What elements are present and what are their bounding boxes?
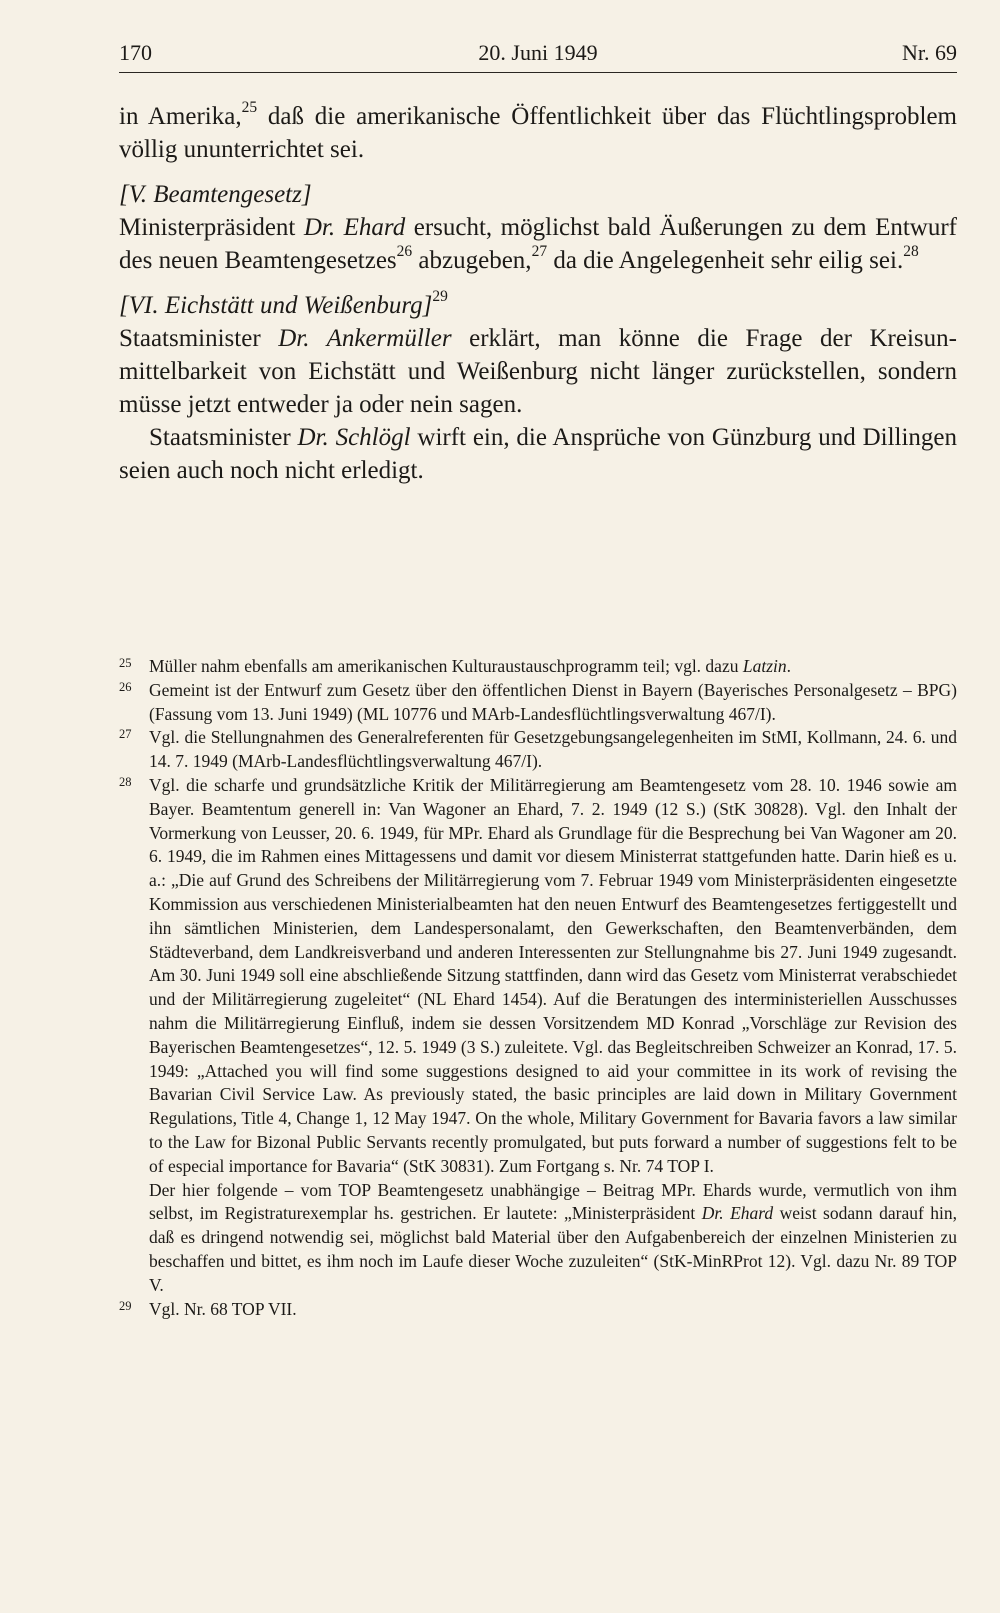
person-name: Dr. Ehard: [701, 1203, 774, 1224]
text-run: .: [786, 656, 792, 676]
text-run: wirft ein, die Ansprüche von Günzburg und Dillingen seien auch noch nicht erledigt.: [119, 424, 957, 484]
footnote-number: 29: [119, 1298, 132, 1313]
author-name: Latzin: [742, 656, 787, 676]
footnote-ref-29: 29: [432, 288, 448, 306]
footnote-ref-28: 28: [903, 243, 919, 261]
footnote-text: [149, 774, 957, 1298]
footnote-number: 28: [119, 774, 132, 789]
text-run: da die Angelegenheit sehr eilig sei.: [547, 247, 904, 274]
text-run: Vgl. die scharfe und grundsätzliche Kritik der Militärregierung am Beamtengesetz vom 28. 10. 1946 sowie am Bayer. Beamtentum generell in: Van Wagoner an Ehard, 7. 2. 1949 (12 S.) (StK 30828). Vgl. den Inhalt der Vormerkung von Leusser, 20. 6. 1949, für MPr. Ehard als Grundlage für die Besprechung bei Van Wagoner am 20. 6. 1949, die im Rahmen eines Mittagessens und damit vor diesem Ministerrat stattgefunden hatte. Darin hieß es u. a.: „Die auf Grund des Schreibens der Militärregierung vom 7. Februar 1949 vom Ministerpräsidenten eingesetzte Kommission aus verschiedenen Ministerialbeamten hat den neuen Entwurf des Beamtengesetzes fertiggestellt und ihn sämtlichen Ministerien, dem Landespersonalamt, den Gewerkschaften, den Beamtenverbänden, dem Städteverband, dem Landkreisverband und anderen Interessenten zur Stellungnahme bis 27. Juni 1949 zugesandt. Am 30. Juni 1949 soll eine abschließende Sitzung stattfinden, dann wird das Gesetz vom Ministerrat verabschiedet und der Militärregierung zugeleitet“ (NL Ehard 1454). Auf die Beratungen des interministeriellen Ausschusses nahm die Militärregierung Einfluß, indem sie dessen Vorsitzendem MD Konrad „Vorschläge zur Revision des Bayerischen Beamtengesetzes“, 12. 5. 1949 (3 S.) zuleitete. Vgl. das Begleitschreiben Schweizer an Konrad, 17. 5. 1949: „Attached you will find some suggestions designed to aid your committee in its work of revising the Bavarian Civil Service Law. As previously stated, the basic principles are laid down in Military Government Regulations, Title 4, Change 1, 12 May 1947. On the whole, Military Government for Bavaria favors a law similar to the Law for Bizonal Public Servants recently promulgated, but puts forward a number of suggestions felt to be of especial importance for Bavaria“ (StK 30831). Zum Fortgang s. Nr. 74 TOP I.: [149, 774, 957, 1176]
paragraph-ankermueller: [119, 322, 957, 421]
text-run: ersucht, möglichst bald Äußerungen zu dem Entwurf des neuen Beamtengesetzes: [119, 214, 957, 274]
section-heading-beamtengesetz: [V. Beamtengesetz]: [119, 181, 312, 208]
running-header: [119, 40, 957, 70]
person-name: Dr. Ehard: [303, 214, 406, 241]
person-name: Dr. Schlögl: [297, 424, 411, 451]
footnote-27: [119, 726, 957, 774]
footnote-number: 26: [119, 679, 132, 694]
text-run: in Amerika,: [119, 103, 242, 130]
text-run: Der hier folgende – vom TOP Beamtengesetz unabhängige – Beitrag MPr. Ehards wurde, vermutlich von ihm selbst, im Registraturexemplar hs. gestrichen. Er lautete: „Ministerpräsident: [149, 1179, 957, 1224]
heading-text: [VI. Eichstätt und Weißenburg]: [119, 292, 433, 319]
footnote-25: [119, 655, 957, 679]
paragraph-beamtengesetz: [119, 211, 957, 277]
footnote-26: [119, 679, 957, 727]
footnote-ref-26: 26: [396, 243, 413, 261]
document-number: Nr. 69: [902, 40, 957, 65]
header-date: 20. Juni 1949: [478, 40, 598, 65]
paragraph-refugee-problem: [119, 100, 957, 166]
footnote-ref-27: 27: [531, 243, 548, 261]
text-run: weist sodann darauf hin, daß es dringend notwendig sei, möglichst bald Material über den Aufgabenbereich der einzelnen Ministerien zu beschaffen und bittet, es ihm noch im Laufe dieser Woche zuzuleiten“ (StK-MinRProt 12). Vgl. dazu Nr. 89 TOP V.: [149, 1203, 957, 1295]
text-run: Staatsminister: [119, 325, 279, 352]
footnote-text: Vgl. die Stellungnahmen des Generalreferenten für Gesetzgebungsangelegenheiten im StMI, Kollmann, 24. 6. und 14. 7. 1949 (MArb-Landesflüchtlingsverwaltung 467/I).: [149, 727, 957, 772]
text-run: Staatsminister: [149, 424, 298, 451]
person-name: Dr. Ankermüller: [278, 325, 452, 352]
footnote-28: [119, 774, 957, 1298]
footnote-text: [149, 655, 957, 679]
main-text: [119, 100, 957, 487]
footnote-ref-25: 25: [241, 99, 258, 117]
text-run: erklärt, man könne die Frage der Kreisunmittelbarkeit von Eichstätt und Weißenburg nicht länger zurückstellen, sondern müsse jetzt entweder ja oder nein sagen.: [119, 325, 957, 418]
page-number: 170: [119, 40, 152, 65]
header-rule: [119, 72, 957, 73]
paragraph-schloegl: [119, 421, 957, 487]
footnote-number: 27: [119, 727, 132, 742]
text-run: daß die amerikanische Öffentlichkeit über das Flüchtlingsproblem völlig ununterrichtet sei.: [119, 103, 957, 163]
footnote-text: Gemeint ist der Entwurf zum Gesetz über den öffentlichen Dienst in Bayern (Bayerisches Personalgesetz – BPG) (Fassung vom 13. Juni 1949) (ML 10776 und MArb-Landesflüchtlingsverwaltung 467/I).: [149, 679, 957, 724]
footnote-29: [119, 1298, 957, 1322]
footnote-text: Vgl. Nr. 68 TOP VII.: [149, 1298, 297, 1319]
footnotes: [119, 655, 957, 1321]
text-run: Müller nahm ebenfalls am amerikanischen Kulturaustauschprogramm teil; vgl. dazu: [149, 656, 743, 676]
section-heading-eichstaett: [119, 289, 957, 322]
footnote-number: 25: [119, 656, 132, 670]
text-run: Ministerpräsident: [119, 214, 304, 241]
text-run: abzugeben,: [412, 247, 532, 274]
